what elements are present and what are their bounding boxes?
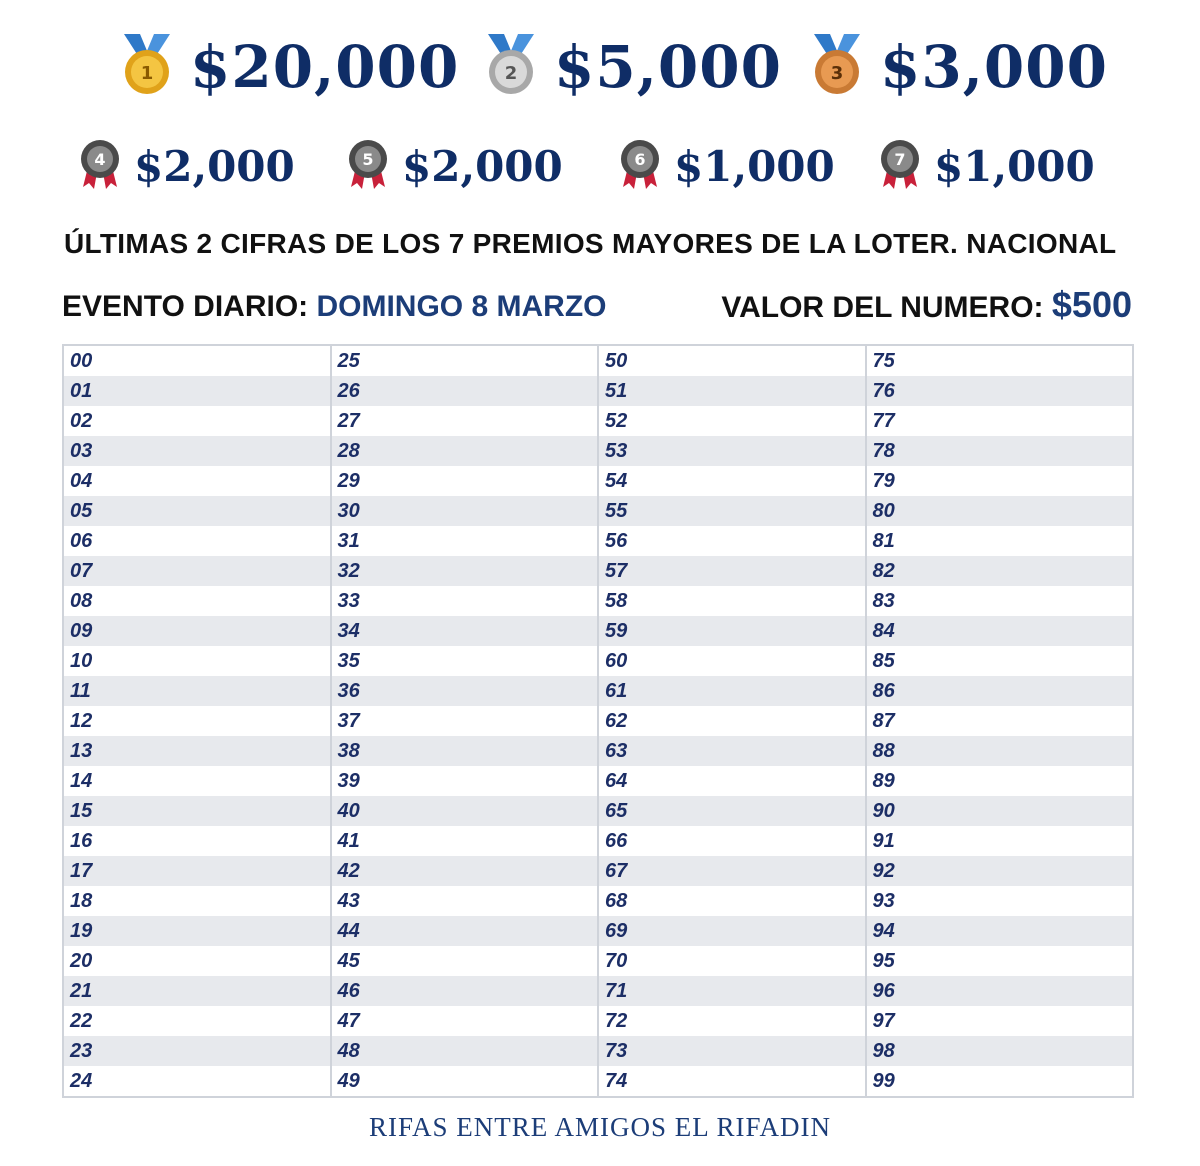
number-cell[interactable]: 25 (337, 349, 360, 372)
number-cell[interactable]: 13 (64, 736, 330, 766)
number-cell[interactable]: 74 (605, 1069, 628, 1092)
number-grid (62, 344, 1134, 1098)
number-cell[interactable]: 94 (867, 916, 1133, 946)
number-cell[interactable]: 81 (872, 529, 895, 552)
number-cell[interactable]: 09 (64, 616, 330, 646)
number-cell[interactable]: 85 (872, 649, 895, 672)
prize-6 (620, 137, 835, 195)
rosette-5-icon (348, 137, 388, 195)
number-cell[interactable]: 70 (605, 949, 628, 972)
number-cell[interactable]: 30 (332, 496, 598, 526)
number-cell[interactable]: 60 (605, 649, 628, 672)
number-cell[interactable]: 91 (872, 829, 895, 852)
number-cell[interactable]: 61 (599, 676, 865, 706)
grid-column (867, 346, 1133, 1096)
number-cell[interactable]: 23 (64, 1036, 330, 1066)
prize-5 (348, 137, 563, 195)
number-cell[interactable]: 97 (872, 1009, 895, 1032)
number-cell[interactable]: 53 (599, 436, 865, 466)
grid-column (599, 346, 867, 1096)
number-cell[interactable]: 24 (70, 1069, 93, 1092)
number-cell[interactable]: 44 (332, 916, 598, 946)
number-cell[interactable]: 62 (605, 709, 628, 732)
number-cell[interactable]: 77 (872, 409, 895, 432)
svg-text:6: 6 (634, 150, 646, 169)
top-prizes-row (0, 28, 1200, 106)
number-cell[interactable]: 80 (867, 496, 1133, 526)
number-cell[interactable]: 00 (70, 349, 93, 372)
rosette-6-icon (620, 137, 660, 195)
number-cell[interactable]: 73 (599, 1036, 865, 1066)
svg-text:4: 4 (94, 150, 106, 169)
number-cell[interactable]: 72 (605, 1009, 628, 1032)
bronze-medal-icon (808, 32, 866, 102)
prize-6-amount: $1,000 (674, 141, 835, 191)
number-cell[interactable]: 06 (70, 529, 93, 552)
number-cell[interactable]: 02 (70, 409, 93, 432)
prize-3 (808, 32, 1108, 102)
number-cell[interactable]: 08 (70, 589, 93, 612)
event-date: DOMINGO 8 MARZO (316, 290, 607, 323)
number-cell[interactable]: 86 (867, 676, 1133, 706)
number-cell[interactable]: 16 (70, 829, 93, 852)
number-cell[interactable]: 83 (872, 589, 895, 612)
number-cell[interactable]: 34 (332, 616, 598, 646)
prize-2-amount: $5,000 (554, 33, 782, 101)
number-cell[interactable]: 35 (337, 649, 360, 672)
grid-column (332, 346, 600, 1096)
number-cell[interactable]: 18 (70, 889, 93, 912)
event-line (62, 290, 606, 324)
prize-1 (118, 32, 459, 102)
number-cell[interactable]: 27 (337, 409, 360, 432)
number-cell[interactable]: 55 (599, 496, 865, 526)
number-cell[interactable]: 82 (867, 556, 1133, 586)
number-cell[interactable]: 66 (605, 829, 628, 852)
number-cell[interactable]: 88 (867, 736, 1133, 766)
number-cell[interactable]: 38 (332, 736, 598, 766)
number-cell[interactable]: 87 (872, 709, 895, 732)
number-cell[interactable]: 75 (872, 349, 895, 372)
price-value: $500 (1051, 284, 1132, 325)
number-cell[interactable]: 17 (64, 856, 330, 886)
number-cell[interactable]: 68 (605, 889, 628, 912)
number-cell[interactable]: 39 (337, 769, 360, 792)
number-cell[interactable]: 19 (64, 916, 330, 946)
number-cell[interactable]: 29 (337, 469, 360, 492)
svg-text:7: 7 (894, 150, 906, 169)
svg-text:1: 1 (140, 63, 154, 84)
number-cell[interactable]: 43 (337, 889, 360, 912)
number-cell[interactable]: 07 (64, 556, 330, 586)
number-cell[interactable]: 92 (867, 856, 1133, 886)
number-cell[interactable]: 95 (872, 949, 895, 972)
number-cell[interactable]: 59 (599, 616, 865, 646)
headline: ÚLTIMAS 2 CIFRAS DE LOS 7 PREMIOS MAYORES DE LA LOTER. NACIONAL (64, 228, 1117, 259)
number-cell[interactable]: 84 (867, 616, 1133, 646)
number-cell[interactable]: 69 (599, 916, 865, 946)
prize-4 (80, 137, 295, 195)
number-cell[interactable]: 47 (337, 1009, 360, 1032)
number-cell[interactable]: 32 (332, 556, 598, 586)
number-cell[interactable]: 04 (70, 469, 93, 492)
number-cell[interactable]: 12 (70, 709, 93, 732)
number-cell[interactable]: 50 (605, 349, 628, 372)
number-cell[interactable]: 76 (867, 376, 1133, 406)
number-cell[interactable]: 48 (332, 1036, 598, 1066)
svg-text:5: 5 (362, 150, 374, 169)
number-cell[interactable]: 40 (332, 796, 598, 826)
event-label: EVENTO DIARIO: (62, 290, 309, 323)
svg-text:2: 2 (504, 63, 518, 84)
number-cell[interactable]: 28 (332, 436, 598, 466)
number-cell[interactable]: 33 (337, 589, 360, 612)
number-cell[interactable]: 63 (599, 736, 865, 766)
prize-3-amount: $3,000 (880, 33, 1108, 101)
secondary-prizes-row (0, 132, 1200, 200)
rosette-4-icon (80, 137, 120, 195)
number-cell[interactable]: 41 (337, 829, 360, 852)
price-label: VALOR DEL NUMERO: (721, 291, 1044, 324)
number-cell[interactable]: 42 (332, 856, 598, 886)
prize-5-amount: $2,000 (402, 141, 563, 191)
number-cell[interactable]: 58 (605, 589, 628, 612)
number-cell[interactable]: 96 (867, 976, 1133, 1006)
gold-medal-icon (118, 32, 176, 102)
grid-column (64, 346, 332, 1096)
number-cell[interactable]: 31 (337, 529, 360, 552)
prize-7-amount: $1,000 (934, 141, 1095, 191)
number-cell[interactable]: 15 (64, 796, 330, 826)
number-cell[interactable]: 37 (337, 709, 360, 732)
number-cell[interactable]: 46 (332, 976, 598, 1006)
number-cell[interactable]: 89 (872, 769, 895, 792)
price-line (721, 284, 1132, 326)
footer-brand: RIFAS ENTRE AMIGOS EL RIFADIN (368, 1112, 831, 1142)
number-cell[interactable]: 10 (70, 649, 93, 672)
number-cell[interactable]: 14 (70, 769, 93, 792)
silver-medal-icon (482, 32, 540, 102)
number-cell[interactable]: 57 (599, 556, 865, 586)
prize-7 (880, 137, 1095, 195)
number-cell[interactable]: 03 (64, 436, 330, 466)
number-cell[interactable]: 90 (867, 796, 1133, 826)
prize-4-amount: $2,000 (134, 141, 295, 191)
number-cell[interactable]: 54 (605, 469, 628, 492)
number-cell[interactable]: 20 (70, 949, 93, 972)
prize-2 (482, 32, 782, 102)
number-cell[interactable]: 36 (332, 676, 598, 706)
number-cell[interactable]: 93 (872, 889, 895, 912)
number-cell[interactable]: 98 (867, 1036, 1133, 1066)
number-cell[interactable]: 67 (599, 856, 865, 886)
number-cell[interactable]: 21 (64, 976, 330, 1006)
number-cell[interactable]: 99 (872, 1069, 895, 1092)
number-cell[interactable]: 22 (70, 1009, 93, 1032)
rosette-7-icon (880, 137, 920, 195)
svg-text:3: 3 (830, 63, 844, 84)
number-cell[interactable]: 01 (64, 376, 330, 406)
number-cell[interactable]: 64 (605, 769, 628, 792)
number-cell[interactable]: 05 (64, 496, 330, 526)
number-cell[interactable]: 49 (337, 1069, 360, 1092)
number-cell[interactable]: 56 (605, 529, 628, 552)
number-cell[interactable]: 71 (599, 976, 865, 1006)
number-cell[interactable]: 79 (872, 469, 895, 492)
number-cell[interactable]: 45 (337, 949, 360, 972)
number-cell[interactable]: 52 (605, 409, 628, 432)
number-cell[interactable]: 78 (867, 436, 1133, 466)
number-cell[interactable]: 11 (64, 676, 330, 706)
prize-1-amount: $20,000 (190, 33, 460, 101)
number-cell[interactable]: 26 (332, 376, 598, 406)
number-cell[interactable]: 65 (599, 796, 865, 826)
number-cell[interactable]: 51 (599, 376, 865, 406)
